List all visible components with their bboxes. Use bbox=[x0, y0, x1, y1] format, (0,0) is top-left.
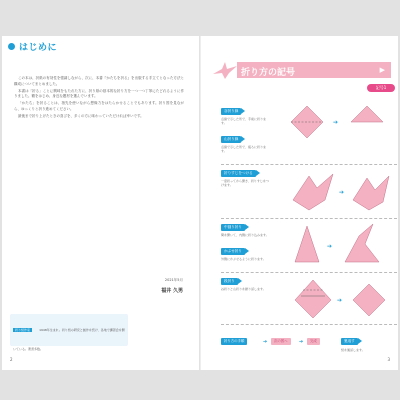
symbol-desc-flip: 紙を裏返します。 bbox=[341, 348, 365, 352]
divider bbox=[221, 324, 397, 325]
intro-heading bbox=[8, 40, 57, 53]
page-number-left: 2 bbox=[10, 357, 13, 362]
right-page bbox=[201, 36, 398, 370]
intro-paragraph: この本は、折紙の有効性を強調しながら、次に、本書『かたちを折る』を出版する手立てとなった方法と構成についてまとめました。 bbox=[14, 76, 184, 86]
intro-paragraph: 最後まで折り上げたときの喜びを、多くの方に味わっていただければ幸いです。 bbox=[18, 114, 144, 119]
intro-heading-text: はじめに bbox=[19, 43, 58, 53]
profile-label: 折り紙作家 bbox=[15, 328, 31, 332]
symbol-label-outside-reverse: かぶせ折り bbox=[221, 248, 245, 255]
symbol-label-crease: 折りすじをつける bbox=[221, 170, 256, 177]
symbol-desc-valley: 点線で示した所で、手前に折ります。 bbox=[221, 117, 266, 126]
crease-diagram bbox=[289, 170, 393, 214]
svg-text:➔: ➔ bbox=[327, 243, 333, 250]
symbol-desc-inside-reverse: 間を開いて、内側に折り込みます。 bbox=[221, 233, 269, 237]
intro-paragraph: 本書は「折る」ことに興味をもたれた方に、折り紙の基本的な折り方を一つ一つ丁寧にたどれるように作りました。鶴をはじめ、身近な題材を選んでいます。 bbox=[14, 88, 184, 99]
pleat-diagram bbox=[289, 276, 393, 320]
symbol-label-pleat: 段折り bbox=[221, 278, 238, 285]
symbol-label-inside-reverse: 中割り折り bbox=[221, 224, 245, 231]
step-arrow-icon: ➔ bbox=[299, 339, 304, 345]
book-spread bbox=[2, 36, 398, 370]
symbol-desc-pleat: 谷折りと山折りを繰り返します。 bbox=[221, 287, 266, 291]
intro-author: 福井 久男 bbox=[161, 288, 183, 294]
bullet-icon bbox=[8, 43, 15, 50]
section-title-band bbox=[237, 62, 391, 78]
author-profile-box bbox=[10, 314, 128, 351]
background-strip bbox=[0, 370, 400, 400]
crane-icon bbox=[212, 60, 238, 80]
step-chip: 折り方の手順 bbox=[221, 338, 247, 345]
profile-text: 1948年生まれ。折り紙の研究と創作を続け、各地で講習会を開いている。著書多数。 bbox=[13, 328, 125, 351]
intro-body bbox=[14, 76, 184, 268]
reverse-fold-diagram bbox=[289, 222, 393, 268]
left-page bbox=[2, 36, 199, 370]
symbol-label-valley: 谷折り線 bbox=[221, 108, 241, 115]
svg-text:➔: ➔ bbox=[337, 297, 343, 304]
step-chip: 次の図へ bbox=[271, 338, 291, 345]
svg-text:➔: ➔ bbox=[333, 119, 339, 126]
symbol-label-mountain: 山折り線 bbox=[221, 136, 241, 143]
intro-date: 2021年5月 bbox=[164, 278, 183, 282]
symbol-desc-mountain: 点線で示した所で、後ろに折ります。 bbox=[221, 145, 266, 154]
divider bbox=[221, 164, 397, 165]
section-title: 折り方の記号 bbox=[241, 68, 296, 78]
step-chip: 完成 bbox=[307, 338, 320, 345]
step-arrow-icon: ➔ bbox=[263, 339, 268, 345]
divider bbox=[221, 218, 397, 219]
valley-fold-diagram bbox=[289, 102, 389, 142]
symbol-desc-outside-reverse: 外側にかぶせるように折ります。 bbox=[221, 257, 266, 261]
symbol-desc-crease: 一度折ってから開き、折りすじをつけます。 bbox=[221, 179, 269, 188]
page-number-right: 3 bbox=[387, 357, 390, 362]
section-pill: 記号1 bbox=[367, 84, 395, 92]
intro-paragraph: 「かたち」を折ることは、指先を使いながら想像力をはたらかせることでもあります。折り図を見ながら、ゆっくりと折り進めてください。 bbox=[14, 101, 184, 111]
divider bbox=[221, 272, 397, 273]
title-arrow-icon: ▶ bbox=[379, 66, 385, 74]
svg-text:➔: ➔ bbox=[339, 189, 345, 196]
symbol-label-flip: 裏返す bbox=[341, 338, 358, 345]
